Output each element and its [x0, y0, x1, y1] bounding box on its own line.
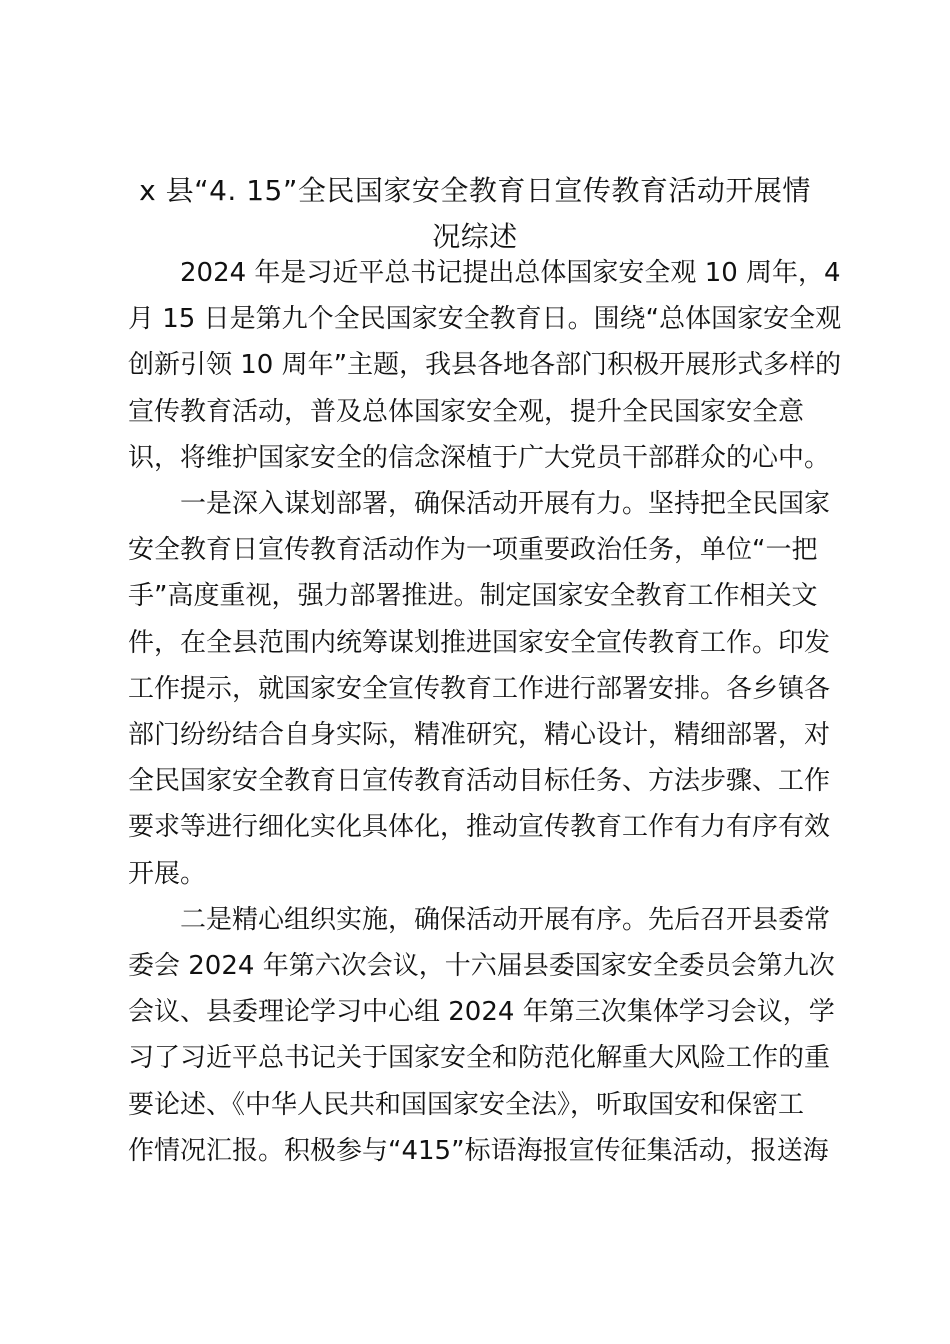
text-line: 会议、县委理论学习中心组 2024 年第三次集体学习会议，学 [128, 997, 835, 1028]
text-line: 要求等进行细化实化具体化，推动宣传教育工作有力有序有效 [128, 812, 831, 843]
text-line: 件，在全县范围内统筹谋划推进国家安全宣传教育工作。印发 [128, 627, 831, 658]
text-line: 识，将维护国家安全的信念深植于广大党员干部群众的心中。 [128, 442, 831, 473]
text-line: 习了习近平总书记关于国家安全和防范化解重大风险工作的重 [128, 1043, 831, 1074]
text-line: 手”高度重视，强力部署推进。制定国家安全教育工作相关文 [128, 581, 818, 612]
text-line: 创新引领 10 周年”主题，我县各地各部门积极开展形式多样的 [128, 350, 842, 381]
text-line: 部门纷纷结合自身实际，精准研究，精心设计，精细部署，对 [128, 720, 831, 751]
text-line: 宣传教育活动，普及总体国家安全观，提升全民国家安全意 [128, 396, 805, 427]
document-title [128, 168, 822, 260]
text-line: 开展。 [128, 858, 207, 889]
text-line: 全民国家安全教育日宣传教育活动目标任务、方法步骤、工作 [128, 766, 831, 797]
paragraph-intro [128, 250, 842, 481]
text-line: 委会 2024 年第六次会议，十六届县委国家安全委员会第九次 [128, 951, 835, 982]
text-line: 要论述、《中华人民共和国国家安全法》，听取国安和保密工 [128, 1089, 805, 1120]
document-body [128, 250, 842, 1174]
text-line: 作情况汇报。积极参与“415”标语海报宣传征集活动，报送海 [128, 1135, 829, 1166]
text-line: 2024 年是习近平总书记提出总体国家安全观 10 周年，4 [180, 258, 841, 288]
text-line: 安全教育日宣传教育活动作为一项重要政治任务，单位“一把 [128, 535, 818, 566]
title-line: x 县“4. 15”全民国家安全教育日宣传教育活动开展情 [139, 174, 811, 207]
text-line: 月 15 日是第九个全民国家安全教育日。围绕“总体国家安全观 [128, 304, 842, 335]
paragraph-planning [128, 481, 831, 897]
text-line: 工作提示，就国家安全宣传教育工作进行部署安排。各乡镇各 [128, 673, 831, 704]
text-line: 一是深入谋划部署，确保活动开展有力。坚持把全民国家 [180, 489, 831, 520]
paragraph-implementation [128, 897, 835, 1174]
text-line: 二是精心组织实施，确保活动开展有序。先后召开县委常 [180, 904, 831, 935]
title-line: 况综述 [432, 220, 518, 253]
